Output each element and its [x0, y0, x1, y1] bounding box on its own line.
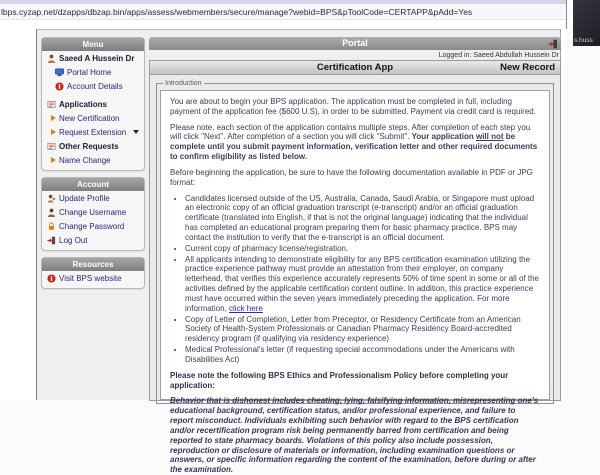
sidebar-item-visit-bps-website[interactable] — [42, 271, 144, 285]
arrow-right-icon — [51, 129, 56, 135]
page-canvas — [36, 29, 561, 475]
sidebar-item-label: Update Profile — [59, 193, 110, 203]
intro-paragraph-3: Before beginning the application, be sure to have the following documentation available in PDF or JPG format: — [170, 167, 533, 187]
sidebar-item-label: Request Extension — [59, 127, 127, 137]
sidebar-item-request-extension[interactable] — [42, 125, 144, 139]
person-refresh-icon — [47, 194, 56, 203]
intro-p2-bold-tail: be complete until you submit payment information, verification letter and other required documents to confirm eligibility as listed below. — [170, 132, 538, 162]
sidebar-item-account-details[interactable] — [42, 79, 144, 93]
arrow-right-icon — [51, 157, 56, 163]
sidebar-item-update-profile[interactable] — [42, 191, 144, 205]
sidebar-user-name: Saeed A Hussein Dr — [59, 53, 135, 63]
info-icon — [47, 274, 56, 283]
record-status: New Record — [500, 62, 555, 73]
intro-paragraph-1: You are about to begin your BPS application. The application must be completed in full, including payment of the application fee ($600 U.S), in order to be submitted. Payment via credit card is required. — [170, 97, 536, 116]
sidebar-item-new-certification[interactable] — [42, 111, 144, 125]
logged-in-status: Logged in: Saeed Abdullah Hussein Dr — [438, 52, 559, 59]
sidebar-item-label: Account Details — [67, 81, 123, 91]
sidebar-user — [42, 51, 144, 65]
sidebar-section-label: Other Requests — [59, 141, 119, 151]
certification-app-title: Certification App — [316, 62, 394, 73]
ethics-policy-body: Behavior that is dishonest includes cheating, lying, falsifying information, misrepresenting one's educational background, certification status, and/or professional experience, and failure to report misconduct. Individuals exhibiting such behavior with regard to the BPS certification and/or recertification program risk being permanently barred from certification and being reported to state pharmacy boards. Violations of this policy also include possession, reproduction or disclosure of materials or information, including examination questions or answers, or specific information regarding the content of the examination, before during or after the examination. — [170, 396, 539, 475]
form-icon — [47, 100, 56, 109]
person-icon — [47, 208, 56, 217]
resources-panel-header: Resources — [42, 258, 144, 271]
file-thumbnail[interactable] — [573, 0, 600, 46]
sidebar-item-label: Log Out — [59, 235, 88, 245]
sidebar-item-label: Visit BPS website — [59, 273, 122, 283]
sidebar-section-applications — [42, 97, 144, 111]
chevron-down-icon[interactable] — [133, 130, 139, 134]
list-item-text: Medical Professional's letter (if requesting special accommodations under the Americans with Disabilities Act) — [185, 345, 515, 364]
introduction-fieldset — [156, 80, 554, 475]
list-item-text: All applicants intending to demonstrate eligibility for any BPS certification examination utilizing the practice experience pathway must provide an attestation from their employer, on company letterhead, that verifies this experience accurately represents 50% of time spent in some or all of the activities defined by the applicable certification content outline. In addition, this practice experience must have occurred within the seven years immediately preceding the application. For more information, — [185, 254, 539, 313]
resources-panel — [41, 257, 145, 289]
intro-paragraph-2 — [170, 123, 540, 162]
list-item-text: Current copy of pharmacy license/registration. — [185, 243, 349, 253]
monitor-icon — [55, 68, 64, 77]
certification-app-panel — [149, 60, 561, 475]
list-item — [185, 194, 540, 243]
main-content — [149, 37, 561, 475]
person-icon — [47, 54, 56, 63]
intro-p2-text: Please note, each section of the application contains multiple steps. After completion of each step you will click "Next". After completion of a section you will click "Submit". — [170, 122, 531, 142]
sidebar-section-label: Applications — [59, 99, 108, 109]
sidebar-section-other-requests — [42, 139, 144, 153]
sidebar-item-change-username[interactable] — [42, 205, 144, 219]
intro-p2-bold: Your application — [411, 132, 476, 142]
ethics-policy-heading: Please note the following BPS Ethics and Professionalism Policy before completing your application: — [170, 370, 509, 390]
address-bar[interactable] — [0, 4, 566, 20]
account-panel-header: Account — [42, 178, 144, 191]
introduction-body — [160, 90, 550, 475]
form-icon — [47, 142, 56, 151]
sidebar-item-log-out[interactable] — [42, 233, 144, 247]
sidebar-item-name-change[interactable] — [42, 153, 144, 167]
list-item — [185, 244, 540, 254]
lock-icon — [47, 222, 56, 231]
logout-door-icon[interactable] — [548, 39, 558, 49]
file-thumbnail-label: s.huss — [574, 37, 593, 44]
click-here-link[interactable]: click here — [229, 303, 263, 313]
sidebar-item-label: Name Change — [59, 155, 111, 165]
sidebar-item-portal-home[interactable] — [42, 65, 144, 79]
logout-door-icon — [47, 236, 56, 245]
list-item — [185, 255, 540, 314]
account-panel — [41, 177, 145, 251]
sidebar-item-change-password[interactable] — [42, 219, 144, 233]
list-item — [185, 315, 540, 344]
menu-panel-header: Menu — [42, 38, 144, 51]
intro-p2-underline: will not — [475, 132, 504, 142]
list-item — [185, 345, 540, 365]
sidebar-item-label: Change Username — [59, 207, 127, 217]
sidebar-item-label: Portal Home — [67, 67, 112, 77]
portal-header-bar — [149, 37, 561, 50]
introduction-legend: Introduction — [165, 80, 202, 87]
page-viewport — [0, 29, 567, 475]
list-item-text: Candidates licensed outside of the US, Australia, Canada, Saudi Arabia, or Singapore must upload an electronic copy of an official graduation transcript (e-transcript) and/or an official graduation certificate (translated into English, if that is not the original language) indicating that the individual has completed an educational program preparing them for basic pharmacy practice. BPS may contact the institution to verify that the e-transcript is an official document. — [185, 193, 535, 242]
address-bar-url: lbps.cyzap.net/dzapps/dbzap.bin/apps/assess/webmembers/secure/manage?webid=BPS&pToolCode=CERTAPP&pAdd=Yes — [1, 7, 473, 17]
portal-title: Portal — [342, 38, 368, 48]
arrow-right-icon — [51, 115, 56, 121]
documentation-list — [170, 194, 540, 365]
sidebar — [41, 37, 145, 295]
menu-panel — [41, 37, 145, 171]
certification-app-header — [150, 61, 560, 75]
sidebar-item-label: Change Password — [59, 221, 125, 231]
sidebar-item-label: New Certification — [59, 113, 120, 123]
info-icon — [55, 82, 64, 91]
list-item-text: Copy of Letter of Completion, Letter from Preceptor, or Residency Certificate from an American Society of Health-System Professionals or Canadian Pharmacy Residency Board-accredited residency program (if qualifying via residency experience) — [185, 314, 521, 344]
